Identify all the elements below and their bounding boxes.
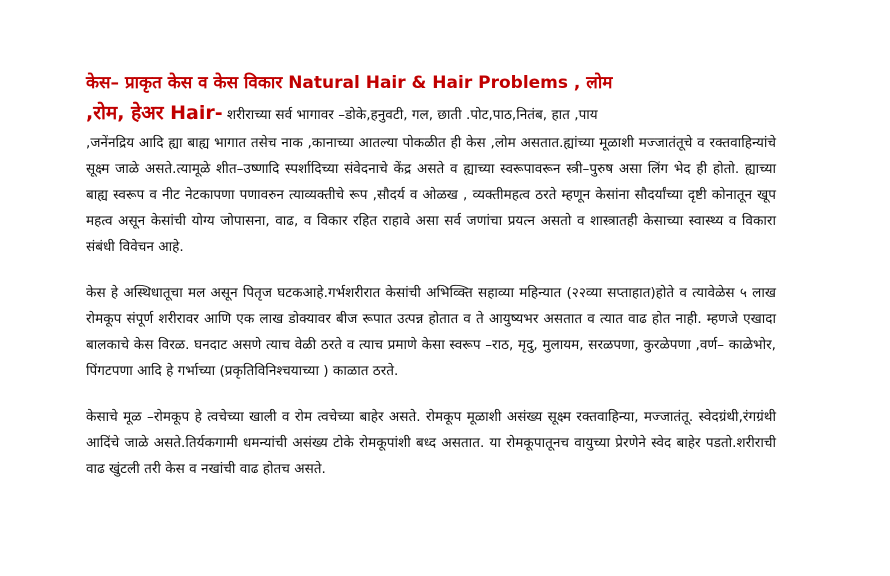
article-title: केस– प्राकृत केस व केस विकार Natural Hair & Hair Problems , लोम — [86, 73, 613, 93]
document-page — [86, 68, 776, 482]
paragraph-1: ,जनेंनद्रिय आदि ह्या बाह्य भागात तसेच नाक ,कानाच्या आतल्या पोकळीत ही केस ,लोम असतात.ह्यांच्या मूळाशी मज्जातंतूचे व रक्तवाहिन्यांचे सूक्ष्म जाळे असते.त्यामूळे शीत–उष्णादि स्पर्शादिच्या संवेदनाचे केंद्र असते व ह्याच्या स्वरूपावरून स्त्री–पुरुष असा लिंग भेद ही होतो. ह्याच्या बाह्य स्वरूप व नीट नेटकापणा पणावरुन त्याव्यक्तीचे रूप ,सौदर्य व ओळख , व्यक्तीमहत्व ठरते म्हणून केसांना सौदर्यांच्या दृष्टी कोनातून खूप महत्व असून केसांची योग्य जोपासना, वाढ, व विकार रहित राहावे असा सर्व जणांचा प्रयत्न असतो व शास्त्रातही केसाच्या स्वास्थ्य व विकारा संबंधी विवेचन आहे. — [86, 135, 776, 255]
heading-line-2 — [86, 98, 776, 130]
heading-line-1 — [86, 68, 776, 98]
paragraph-2: केस हे अस्थिधातूचा मल असून पितृज घटकआहे.गर्भशरीरात केसांची अभिव्क्ति सहाव्या महिन्यात (२२व्या सप्ताहात)होते व त्यावेळेस ५ लाख रोमकूप संपूर्ण शरीरावर आणि एक लाख डोक्यावर बीज रूपात उत्पन्न होतात व ते आयुष्यभर असतात व त्यात वाढ होत नाही. म्हणजे एखादा बालकाचे केस विरळ. घनदाट असणे त्याच वेळी ठरते व त्याच प्रमाणे केसा स्वरूप –राठ, मृदु, मुलायम, सरळपणा, कुरळेपणा ,वर्ण– काळेभोर, पिंगटपणा आदि हे गर्भाच्या (प्रकृतिविनिश्चयाच्या ) काळात ठरते. — [86, 285, 776, 379]
paragraph-1-start: शरीराच्या सर्व भागावर –डोके,हनुवटी, गल, छाती .पोट,पाठ,नितंब, हात ,पाय — [222, 107, 598, 123]
article-title-continued: ,रोम, हेअर Hair- — [86, 102, 223, 124]
paragraph-3: केसाचे मूळ –रोमकूप हे त्वचेच्या खाली व रोम त्वचेच्या बाहेर असते. रोमकूप मूळाशी असंख्य सूक्ष्म रक्तवाहिन्या, मज्जातंतू. स्वेदग्रंथी,रंगग्रंथी आदिंचे जाळे असते.तिर्यकगामी धमन्यांची असंख्य टोके रोमकूपांशी बध्द असतात. या रोमकूपातूनच वायुच्या प्रेरणेने स्वेद बाहेर पडतो.शरीराची वाढ खुंटली तरी केस व नखांची वाढ होतच असते. — [86, 409, 776, 477]
first-block — [86, 98, 776, 260]
